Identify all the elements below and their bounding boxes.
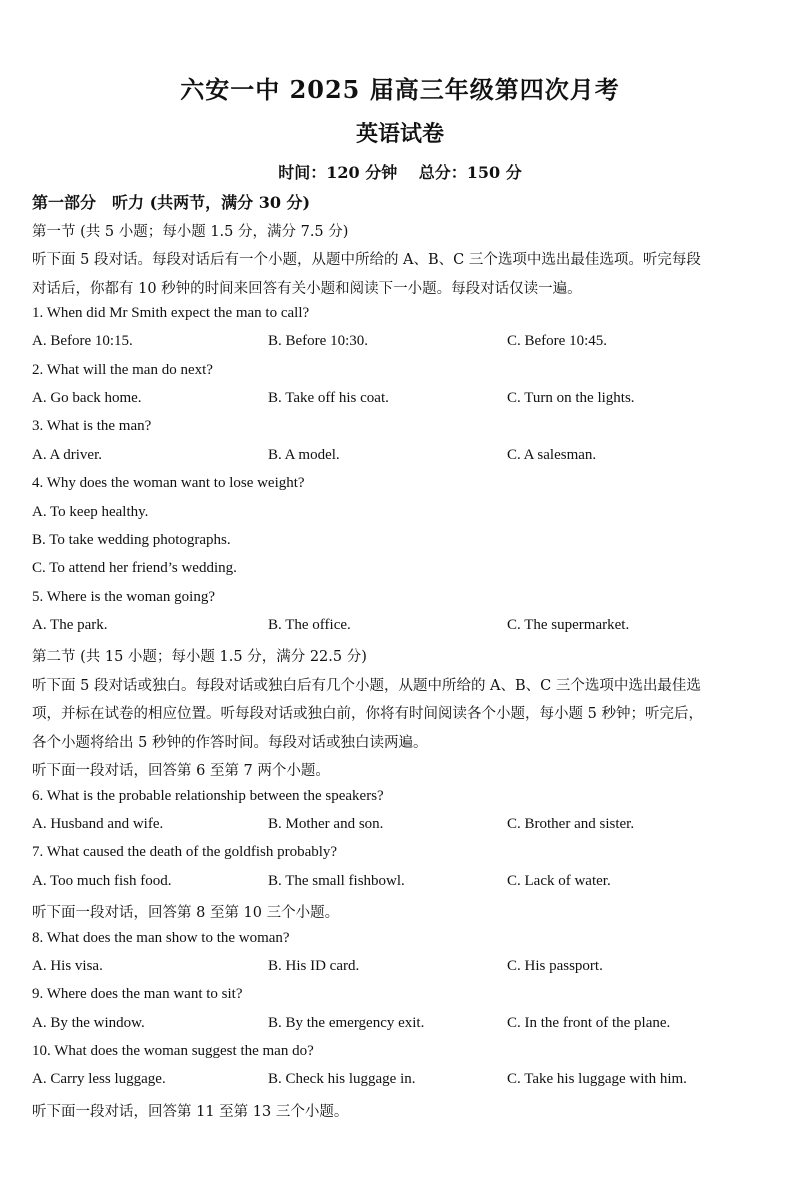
option-a: A. Carry less luggage. <box>32 1071 166 1087</box>
option-c: C. Take his luggage with him. <box>507 1071 687 1087</box>
option-c: C. To attend her friend’s wedding. <box>32 560 237 576</box>
option-b: B. His ID card. <box>268 958 360 974</box>
option-b: B. The small fishbowl. <box>268 873 405 889</box>
option-a: A. Before 10:15. <box>32 333 133 349</box>
option-c: C. Turn on the lights. <box>507 390 635 406</box>
option-b: B. To take wedding photographs. <box>32 532 231 548</box>
option-c: C. The supermarket. <box>507 617 630 633</box>
question-text: 6. What is the probable relationship between the speakers? <box>32 788 384 804</box>
option-a: A. A driver. <box>32 447 102 463</box>
dialogue-direction: 听下面一段对话，回答第 6 至第 7 两个小题。 <box>32 763 330 779</box>
option-c: C. In the front of the plane. <box>507 1015 671 1031</box>
section2-instruction-line: 听下面 5 段对话或独白。每段对话或独白后有几个小题，从题中所给的 A、B、C 三个选项中选出最佳选 <box>32 678 701 694</box>
subject-title: 英语试卷 <box>355 121 444 147</box>
question-text: 4. Why does the woman want to lose weight? <box>32 475 305 491</box>
question-text: 10. What does the woman suggest the man do? <box>32 1043 314 1059</box>
dialogue-direction: 听下面一段对话，回答第 8 至第 10 三个小题。 <box>32 905 340 921</box>
option-a: A. The park. <box>32 617 108 633</box>
option-a: A. To keep healthy. <box>32 504 149 520</box>
option-a: A. Too much fish food. <box>32 873 172 889</box>
option-a: A. Husband and wife. <box>32 816 164 832</box>
option-b: B. A model. <box>268 447 340 463</box>
section2-instruction-line: 项，并标在试卷的相应位置。听每段对话或独白前，你将有时间阅读各个小题，每小题 5 秒钟；听完后， <box>32 706 703 722</box>
option-c: C. Before 10:45. <box>507 333 607 349</box>
exam-title: 六安一中 2025 届高三年级第四次月考 <box>180 75 620 104</box>
time-score: 时间：120 分钟 总分：150 分 <box>278 163 522 182</box>
option-c: C. Lack of water. <box>507 873 611 889</box>
section2-instruction-line: 各个小题将给出 5 秒钟的作答时间。每段对话或独白读两遍。 <box>32 735 428 751</box>
option-c: C. Brother and sister. <box>507 816 635 832</box>
question-text: 2. What will the man do next? <box>32 362 213 378</box>
section1-heading: 第一节 (共 5 小题；每小题 1.5 分，满分 7.5 分) <box>32 224 349 240</box>
option-b: B. Take off his coat. <box>268 390 389 406</box>
option-a: A. His visa. <box>32 958 103 974</box>
question-text: 7. What caused the death of the goldfish probably? <box>32 844 338 860</box>
option-c: C. His passport. <box>507 958 603 974</box>
section1-instruction-line: 对话后，你都有 10 秒钟的时间来回答有关小题和阅读下一小题。每段对话仅读一遍。 <box>32 281 582 297</box>
option-b: B. By the emergency exit. <box>268 1015 425 1031</box>
question-text: 1. When did Mr Smith expect the man to call? <box>32 305 310 321</box>
option-c: C. A salesman. <box>507 447 597 463</box>
section1-instruction-line: 听下面 5 段对话。每段对话后有一个小题，从题中所给的 A、B、C 三个选项中选出最佳选项。听完每段 <box>32 252 701 268</box>
option-b: B. The office. <box>268 617 351 633</box>
option-a: A. By the window. <box>32 1015 145 1031</box>
part1-heading: 第一部分 听力 (共两节，满分 30 分) <box>32 193 311 212</box>
dialogue-direction: 听下面一段对话，回答第 11 至第 13 三个小题。 <box>32 1104 349 1120</box>
option-a: A. Go back home. <box>32 390 142 406</box>
question-text: 5. Where is the woman going? <box>32 589 216 605</box>
section2-heading: 第二节 (共 15 小题；每小题 1.5 分，满分 22.5 分) <box>32 649 367 665</box>
question-text: 8. What does the man show to the woman? <box>32 930 290 946</box>
option-b: B. Check his luggage in. <box>268 1071 416 1087</box>
question-text: 3. What is the man? <box>32 418 152 434</box>
question-text: 9. Where does the man want to sit? <box>32 986 243 1002</box>
option-b: B. Before 10:30. <box>268 333 368 349</box>
option-b: B. Mother and son. <box>268 816 384 832</box>
